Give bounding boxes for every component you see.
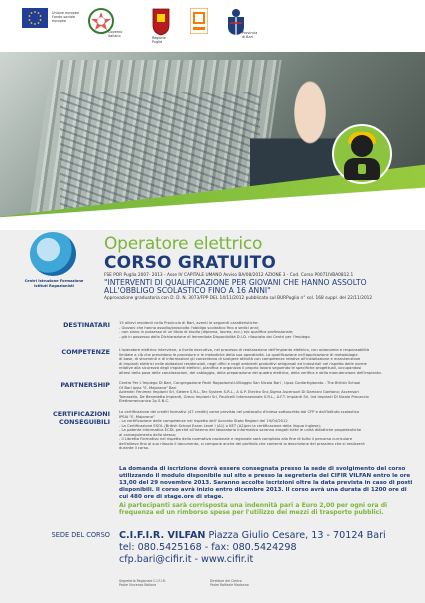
italy-logo: [88, 8, 123, 38]
section-text-partnership: [119, 381, 415, 404]
province-caption: Provincia di Bari: [242, 31, 258, 39]
destinatari-line: - non siano in possesso di un titolo di studio (diploma, laurea, ecc.) e/o qualifica professionale;: [119, 330, 294, 334]
region-caption: Regione Puglia: [152, 36, 166, 44]
section-text-certificazioni: [119, 410, 415, 451]
contact-email-web: cfp.bari@cifir.it - www.cifir.it: [119, 554, 254, 565]
enrollment-notice: La domanda di iscrizione dovrà essere consegnata presso la sede di svolgimento del corso utilizzando il modulo disponibile sul sito e presso la segreteria del CIFIR VILFAN entro le ore 13,00 del 29 novembre 2013. Saranno accolte iscrizioni oltre la data prevista in caso di posti disponibili. Il corso avrà inizio entro dicembre 2013. Il corso avrà una durata di 1200 ore di cui 480 ore di stage.ore di stage.: [119, 466, 413, 501]
certificazioni-line: IPSIA "E. Majorana": [119, 414, 155, 419]
tagline-2: ALL'OBBLIGO SCOLASTICO FINO A 16 ANNI": [104, 286, 271, 295]
partnership-line: Centro Per L'Impiego Di Bari, Congregazione Padri Rogazionisti-Villaggio San Nicola Bari , Upsa Confartigianato - The British School: [119, 381, 361, 385]
competenze-line: di impianti elettrici nelle abitazioni residenziali, negli uffici e negli ambienti produttivi artigianali ed industriali nel rispetto delle norme: [119, 361, 367, 366]
partnership-line: Aziende: Fenimec Impianti Srl, Sielere S.R.L.,Tec System S.R.L., A & P. Electro Snc,Sigma Ascensori Di Damiani Gaetano; Ascensori: [119, 390, 359, 394]
competenze-line: relative alla sicurezza degli impianti elettrici, pianifica e organizza il proprio lavoro seguendo le specifiche progettuali, occupandosi: [119, 366, 362, 370]
electrician-badge-icon: [332, 124, 392, 184]
competenze-line: altresì della posa delle canalizzazioni, del cablaggio, della preparazione del quadro elettrico, della verifica e della manutenzione dell'impianto.: [119, 370, 382, 375]
fse-logo-icon: [190, 8, 208, 34]
destinatari-line: - Giovani che hanno assolto/prosciolto l'obbligo scolastico fino a sedici anni;: [119, 325, 260, 330]
contact-phones: tel: 080.5425168 - fax: 080.5424298: [119, 542, 297, 553]
course-title: Operatore elettrico: [104, 234, 263, 254]
contact-street: Piazza Giulio Cesare, 13 - 70124 Bari: [205, 530, 386, 541]
eu-caption: Unione europea Fondo sociale europeo: [52, 11, 79, 23]
competenze-line: di base, di strumenti e di informazioni gli consentono di svolgere attività con competenze relative all'installazione e manutenzione: [119, 357, 361, 361]
region-shield-icon: [152, 8, 170, 36]
tagline-1: "INTERVENTI DI QUALIFICAZIONE PER GIOVANI CHE HANNO ASSOLTO: [104, 278, 367, 287]
certificazioni-line: - Il Libretto Formativo nel rispetto della normativa nazionale e regionale sarà compilato alla fine di tutto il percorso curriculare: [119, 437, 352, 441]
competenze-line: L'operatore elettrico interviene, a livello esecutivo, nel processo di realizzazione dell'impianto elettrico, con autonomia e responsabilità: [119, 348, 370, 352]
footer-left-name: Padre Vincenzo Bellone: [119, 582, 157, 587]
org-line1: Centri Istruzione Formazione: [24, 279, 84, 283]
logos-strip: [0, 0, 425, 52]
destinatari-line: 15 allievi residenti nella Provincia di Bari, aventi le seguenti caratteristiche:: [119, 321, 259, 325]
certificazioni-line: La certificazione dei crediti formativi (47 crediti) come previsto nel protocollo d'intesa sottoscritto dal CFP e dall'Istituto scolastico: [119, 410, 359, 414]
approval-line: Approvazione graduatoria con D. D. N. 3073/FPP DEL 14/11/2012 pubblicato sul BURPuglia n° sol. 168 suppl. del 22/11/2012: [104, 296, 373, 301]
section-label-certificazioni: CERTIFICAZIONI: [53, 410, 110, 418]
province-logo: [226, 8, 258, 40]
certificazioni-line: al conseguimento dello stesso;: [119, 432, 177, 437]
partnership-line: Of Bari Ipsia "E. Majorana" Bari: [119, 385, 177, 390]
fse-logo: [190, 8, 208, 38]
section-text-destinatari: [119, 321, 415, 339]
section-label-competenze: COMPETENZE: [61, 348, 110, 356]
footer-right-title: Direttore del Centro: [210, 579, 242, 583]
certificazioni-line: dell'allievo fino al suo rilascio il documento, si compone anche del portfolio che conterrà la descrizione del prossimo che si realizzerà: [119, 441, 365, 446]
footer-right-name: Padre Raffaele Madonna: [210, 582, 249, 587]
org-line2: Istituti Rogazionisti: [34, 284, 74, 288]
cifir-globe-icon: [30, 232, 76, 276]
section-label-conseguibili: CONSEGUIBILI: [59, 418, 110, 426]
footer-left: [119, 580, 166, 588]
certificazioni-line: - La patente informatica ECDL perché all'interno del laboratorio informatico saranno erogati tutte le unità didattiche propedeutiche: [119, 428, 362, 432]
footer-right: [210, 580, 249, 588]
section-text-competenze: [119, 348, 415, 375]
certificazioni-line: - La certificazione delle competenze nel rispetto dell' Accordo Stato Regioni del 19/04/2012: [119, 419, 288, 423]
hero-photo: [0, 52, 425, 230]
region-logo: [152, 8, 170, 44]
contact-name: C.I.F.I.R. VILFAN: [119, 530, 206, 541]
allowance-notice: Ai partecipanti sarà corrisposta una indennità pari a Euro 2,00 per ogni ora di frequenza ed un rimborso spese per l'utilizzo dei mezzi di trasporto pubblici.: [119, 502, 388, 517]
partnership-line: Elettromeccanica 2p S.N.C.: [119, 399, 170, 403]
footer-left-title: Segreteria Regionale C.I.F.I.R.: [119, 579, 166, 583]
course-subtitle: CORSO GRATUITO: [104, 253, 277, 273]
program-line: FSE POR Puglia 2007- 2013 - Asse IV CAPITALE UMANO Avviso BA/08/2012 AZIONE 3 - Cod. Corso P0071IVBA0812.1: [104, 273, 354, 278]
gov-caption: Governo italiano: [108, 30, 123, 38]
contact-address: [119, 530, 419, 541]
destinatari-line: - già in possesso della Dichiarazione di Immediata Disponibilità D.I.D. rilasciata dai Centri per l'Impiego.: [119, 334, 311, 339]
certificazioni-line: durante il corso.: [119, 446, 149, 450]
eu-flag-icon: [22, 8, 48, 28]
section-label-partnership: PARTNERSHIP: [60, 381, 110, 389]
partnership-line: Tomasello, De Benedetto Impianti, Greco Impianti Srl, Paulicelli Internazionale S.R.L., A.F.T. Impianti Srl, Ind Impianti Di Nicola Procaccio: [119, 394, 369, 399]
section-label-destinatari: DESTINATARI: [63, 321, 110, 329]
competenze-line: limitate a ciò che prevedono le procedure e le metodiche della sua operatività. La qualificazione nell'applicazione di metodologie: [119, 352, 358, 357]
sede-label: SEDE DEL CORSO: [51, 531, 110, 539]
eu-logo: [22, 8, 79, 32]
certificazioni-line: - La Certificazione ESOL (British School Exam Level I (A1) o KET (A2)per la certificazione della lingua inglese);: [119, 423, 322, 428]
cifir-logo: [18, 232, 90, 292]
